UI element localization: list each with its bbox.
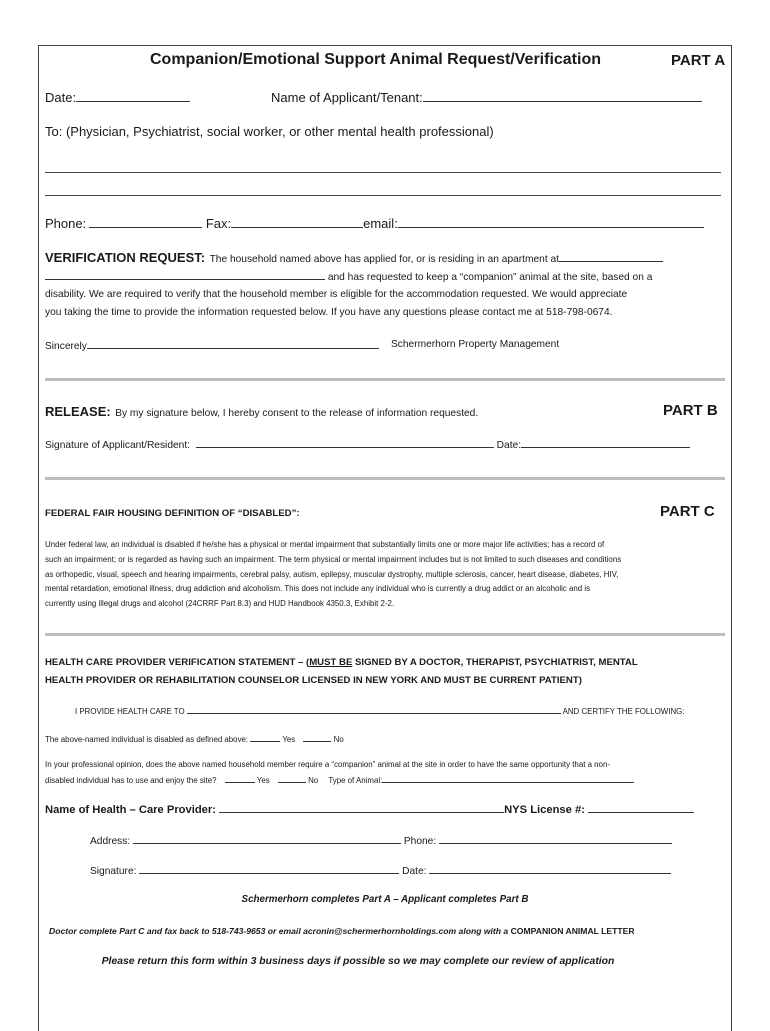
verification-heading: VERIFICATION REQUEST: bbox=[45, 250, 206, 265]
fax-field[interactable] bbox=[231, 215, 363, 228]
date-row bbox=[45, 89, 190, 105]
form-title: Companion/Emotional Support Animal Request/Verification bbox=[150, 51, 601, 68]
provider-heading-post: SIGNED BY A DOCTOR, THERAPIST, PSYCHIATRIST, MENTAL bbox=[352, 657, 638, 668]
applicant-signature-field[interactable] bbox=[196, 438, 494, 448]
patient-name-field[interactable] bbox=[187, 706, 561, 714]
opinion-line-1: In your professional opinion, does the above named household member require a “companion” animal at the site in order to have the same opportunity that a non- bbox=[45, 760, 610, 769]
license-label: NYS License #: bbox=[504, 804, 585, 816]
contact-row bbox=[45, 215, 704, 231]
email-field[interactable] bbox=[398, 215, 704, 228]
definition-line-4: mental retardation, emotional illness, drug addiction and alcoholism. This does not include any individual who is currently a drug addict or an alcoholic and is bbox=[45, 584, 591, 593]
company-name: Schermerhorn Property Management bbox=[391, 339, 560, 350]
applicant-label: Name of Applicant/Tenant: bbox=[271, 90, 423, 105]
email-label: email: bbox=[363, 216, 398, 231]
release-text: By my signature below, I hereby consent to the release of information requested. bbox=[115, 408, 479, 419]
applicant-field[interactable] bbox=[423, 89, 702, 102]
provider-heading-line-1 bbox=[45, 657, 638, 668]
require-yes-label: Yes bbox=[256, 776, 270, 785]
phone-label: Phone: bbox=[45, 216, 87, 231]
date-label: Date: bbox=[45, 90, 77, 105]
provider-date-field[interactable] bbox=[429, 864, 671, 874]
applicant-signature-label: Signature of Applicant/Resident: bbox=[45, 440, 190, 451]
verification-line-2 bbox=[45, 270, 652, 283]
provider-heading-must: MUST BE bbox=[309, 657, 353, 668]
form-border bbox=[38, 45, 732, 1031]
sincerely-row bbox=[45, 339, 379, 352]
verification-text-4: you taking the time to provide the information requested below. If you have any questions please contact me at 518-798-0674. bbox=[45, 307, 613, 318]
phone-field[interactable] bbox=[89, 215, 202, 228]
address-field[interactable] bbox=[45, 270, 325, 280]
footer-line-2-text: Doctor complete Part C and fax back to 518-743-9653 or email acronin@schermerhornholdings.com along with a bbox=[49, 926, 511, 936]
require-no-field[interactable] bbox=[278, 775, 306, 783]
disabled-question: The above-named individual is disabled as defined above: bbox=[45, 735, 249, 744]
verification-text-1: The household named above has applied for, or is residing in an apartment at bbox=[209, 254, 559, 265]
applicant-date-label: Date: bbox=[496, 440, 522, 451]
provider-name-field[interactable] bbox=[219, 802, 504, 813]
provider-heading-pre: HEALTH CARE PROVIDER VERIFICATION STATEMENT – ( bbox=[45, 657, 310, 668]
provider-signature-label: Signature: bbox=[90, 866, 137, 877]
verification-text-3: disability. We are required to verify that the household member is eligible for the accommodation requested. We would appreciate bbox=[45, 289, 628, 300]
part-c-heading: FEDERAL FAIR HOUSING DEFINITION OF “DISABLED”: bbox=[45, 508, 300, 519]
provider-address-field[interactable] bbox=[133, 834, 401, 844]
applicant-signature-row bbox=[45, 438, 690, 451]
disabled-yes-label: Yes bbox=[282, 735, 296, 744]
footer-line-1: Schermerhorn completes Part A – Applicant completes Part B bbox=[241, 894, 529, 905]
license-field[interactable] bbox=[588, 802, 694, 813]
footer-line-3: Please return this form within 3 business days if possible so we may complete our review of application bbox=[101, 956, 615, 967]
section-divider-1 bbox=[45, 378, 725, 381]
release-heading: RELEASE: bbox=[45, 404, 111, 419]
footer-line-2-caps: COMPANION ANIMAL LETTER bbox=[510, 926, 635, 936]
provider-date-label: Date: bbox=[402, 866, 427, 877]
definition-line-3: as orthopedic, visual, speech and hearing impairments, cerebral palsy, autism, epilepsy, muscular dystrophy, multiple sclerosis, cancer, heart disease, diabetes, HIV, bbox=[45, 570, 619, 579]
to-field-line-2[interactable] bbox=[45, 195, 721, 196]
require-no-label: No bbox=[308, 776, 319, 785]
disabled-no-label: No bbox=[333, 735, 344, 744]
provider-phone-field[interactable] bbox=[439, 834, 672, 844]
provider-signature-row bbox=[90, 864, 671, 877]
verification-line-1 bbox=[45, 249, 663, 267]
provider-phone-label: Phone: bbox=[403, 836, 437, 847]
provider-name-row bbox=[45, 802, 694, 816]
provider-address-row bbox=[90, 834, 672, 847]
animal-type-label: Type of Animal: bbox=[328, 776, 383, 785]
disabled-question-row bbox=[45, 734, 344, 744]
provide-care-label: I PROVIDE HEALTH CARE TO bbox=[75, 707, 185, 716]
verification-text-2: and has requested to keep a “companion” animal at the site, based on a bbox=[327, 272, 653, 283]
section-divider-2 bbox=[45, 477, 725, 480]
to-label: To: (Physician, Psychiatrist, social worker, or other mental health professional) bbox=[45, 124, 494, 139]
date-field[interactable] bbox=[76, 89, 190, 102]
provider-heading-line-2: HEALTH PROVIDER OR REHABILITATION COUNSELOR LICENSED IN NEW YORK AND MUST BE CURRENT PATIENT) bbox=[45, 675, 582, 686]
part-a-label: PART A bbox=[671, 52, 726, 69]
part-c-label: PART C bbox=[660, 503, 715, 520]
require-yes-field[interactable] bbox=[225, 775, 255, 783]
opinion-line-2: disabled individual has to use and enjoy the site? bbox=[45, 776, 217, 785]
provider-name-label: Name of Health – Care Provider: bbox=[45, 804, 216, 816]
provider-address-label: Address: bbox=[90, 836, 131, 847]
sincerely-signature-field[interactable] bbox=[87, 339, 379, 349]
apartment-field[interactable] bbox=[559, 252, 663, 262]
definition-line-5: currently using illegal drugs and alcohol (24CRRF Part 8.3) and HUD Handbook 4350.3, Exhibit 2-2. bbox=[45, 599, 395, 608]
definition-line-2: such an impairment; or is regarded as having such an impairment. The term physical or mental impairment includes but is not limited to such diseases and conditions bbox=[45, 555, 622, 564]
disabled-no-field[interactable] bbox=[303, 734, 331, 742]
fax-label: Fax: bbox=[205, 216, 232, 231]
applicant-row bbox=[271, 89, 702, 105]
release-row bbox=[45, 403, 478, 421]
animal-type-field[interactable] bbox=[382, 775, 634, 783]
certify-label: AND CERTIFY THE FOLLOWING: bbox=[562, 707, 685, 716]
provider-signature-field[interactable] bbox=[139, 864, 399, 874]
part-b-label: PART B bbox=[663, 402, 718, 419]
applicant-date-field[interactable] bbox=[521, 438, 690, 448]
footer-line-2 bbox=[49, 926, 635, 936]
definition-line-1: Under federal law, an individual is disabled if he/she has a physical or mental impairment that substantially limits one or more major life activities; has a record of bbox=[45, 540, 605, 549]
section-divider-3 bbox=[45, 633, 725, 636]
opinion-line-2-row bbox=[45, 775, 634, 785]
provide-care-row bbox=[75, 706, 684, 716]
disabled-yes-field[interactable] bbox=[250, 734, 280, 742]
to-field-line-1[interactable] bbox=[45, 172, 721, 173]
sincerely-label: Sincerely bbox=[45, 341, 87, 352]
